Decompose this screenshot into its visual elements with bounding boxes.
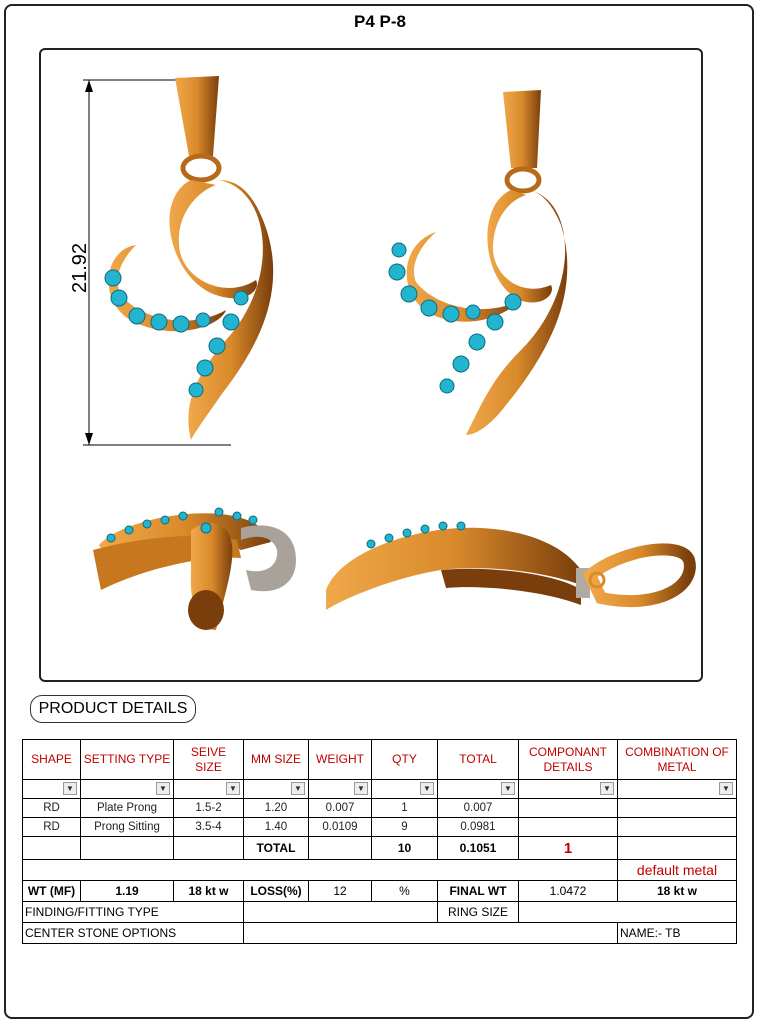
header-combination-of-metal: COMBINATION OF METAL	[618, 740, 737, 780]
cell-total: 0.0981	[438, 818, 519, 837]
wt-mf-value: 1.19	[81, 881, 174, 902]
header-mm-size: MM SIZE	[244, 740, 309, 780]
cell-total: 0.007	[438, 799, 519, 818]
cell-setting: Plate Prong	[81, 799, 174, 818]
filter-active-icon[interactable]: ▼	[420, 782, 434, 795]
table-header-row	[23, 740, 737, 780]
cell-weight: 0.007	[309, 799, 372, 818]
finding-row	[23, 902, 737, 923]
header-setting-type: SETTING TYPE	[81, 740, 174, 780]
product-details-badge: PRODUCT DETAILS	[30, 695, 196, 723]
cell-setting: Prong Sitting	[81, 818, 174, 837]
filter-dropdown-icon[interactable]: ▼	[63, 782, 77, 795]
header-qty: QTY	[372, 740, 438, 780]
cell-qty: 9	[372, 818, 438, 837]
final-wt-value: 1.0472	[519, 881, 618, 902]
cell-seive: 1.5-2	[174, 799, 244, 818]
page-title: P4 P-8	[354, 12, 406, 31]
cell-shape: RD	[23, 818, 81, 837]
final-metal: 18 kt w	[618, 881, 737, 902]
pendant-angle-view	[389, 90, 567, 435]
header-shape: SHAPE	[23, 740, 81, 780]
cell-weight: 0.0109	[309, 818, 372, 837]
loss-percent: %	[372, 881, 438, 902]
final-wt-label: FINAL WT	[438, 881, 519, 902]
center-stone-row	[23, 923, 737, 944]
table-row	[23, 818, 737, 837]
finding-type-label: FINDING/FITTING TYPE	[23, 902, 244, 923]
wt-mf-label: WT (MF)	[23, 881, 81, 902]
loss-label: LOSS(%)	[244, 881, 309, 902]
table-row	[23, 799, 737, 818]
default-metal-label: default metal	[618, 860, 737, 881]
total-qty: 10	[372, 837, 438, 860]
filter-active-icon[interactable]: ▼	[501, 782, 515, 795]
cell-seive: 3.5-4	[174, 818, 244, 837]
pendant-render-image	[41, 50, 701, 680]
wt-metal: 18 kt w	[174, 881, 244, 902]
total-weight: 0.1051	[438, 837, 519, 860]
cell-shape: RD	[23, 799, 81, 818]
center-stone-label: CENTER STONE OPTIONS	[23, 923, 244, 944]
pendant-front-view	[105, 76, 273, 440]
component-count: 1	[519, 837, 618, 860]
filter-dropdown-icon[interactable]: ▼	[600, 782, 614, 795]
filter-dropdown-icon[interactable]: ▼	[719, 782, 733, 795]
product-image-panel	[39, 48, 703, 682]
cell-mm: 1.40	[244, 818, 309, 837]
weight-row	[23, 881, 737, 902]
cell-mm: 1.20	[244, 799, 309, 818]
filter-row	[23, 780, 737, 799]
filter-dropdown-icon[interactable]: ▼	[354, 782, 368, 795]
pendant-top-view	[93, 508, 296, 630]
pendant-side-view	[326, 522, 690, 610]
header-component-details: COMPONANT DETAILS	[519, 740, 618, 780]
loss-value: 12	[309, 881, 372, 902]
name-label: NAME:- TB	[618, 923, 737, 944]
filter-dropdown-icon[interactable]: ▼	[156, 782, 170, 795]
ring-size-label: RING SIZE	[438, 902, 519, 923]
filter-dropdown-icon[interactable]: ▼	[291, 782, 305, 795]
header-weight: WEIGHT	[309, 740, 372, 780]
product-specs-table	[22, 739, 737, 944]
header-total: TOTAL	[438, 740, 519, 780]
total-label: TOTAL	[244, 837, 309, 860]
dimension-label: 21.92	[69, 242, 91, 293]
totals-row	[23, 837, 737, 860]
cell-qty: 1	[372, 799, 438, 818]
filter-dropdown-icon[interactable]: ▼	[226, 782, 240, 795]
default-metal-row	[23, 860, 737, 881]
header-seive-size: SEIVE SIZE	[174, 740, 244, 780]
